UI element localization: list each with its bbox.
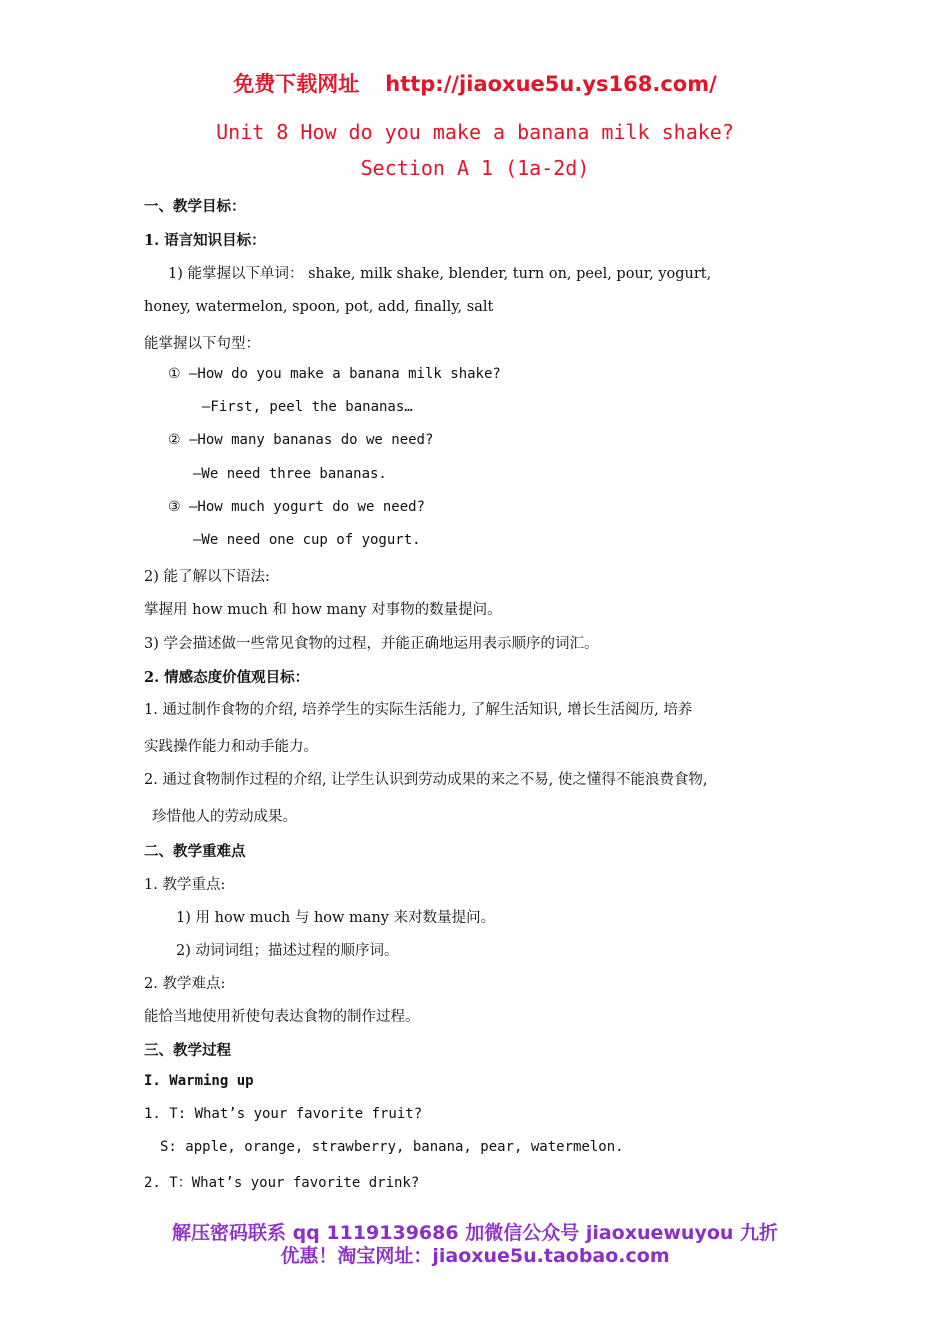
difficult-points-label: 2. 教学难点: xyxy=(144,976,226,992)
heading-emotional-objectives: 2. 情感态度价值观目标： xyxy=(144,669,310,686)
download-url-link[interactable]: http://jiaoxue5u.ys168.com/ xyxy=(385,72,717,96)
emotional-goal-1-line-2: 实践操作能力和动手能力。 xyxy=(144,739,318,755)
footer-taobao-line: 优惠！淘宝网址：jiaoxue5u.taobao.com xyxy=(280,1245,670,1267)
pattern-1-answer: —First, peel the bananas… xyxy=(202,399,413,415)
free-download-label: 免费下载网址 xyxy=(233,72,360,96)
download-banner xyxy=(0,68,950,98)
pattern-2-question: ② —How many bananas do we need? xyxy=(168,432,434,448)
vocab-line-1: 1) 能掌握以下单词： shake, milk shake, blender, turn on, peel, pour, yogurt, xyxy=(168,266,712,282)
warming-up-heading: I. Warming up xyxy=(144,1073,254,1089)
pattern-2-answer: —We need three bananas. xyxy=(193,466,387,482)
vocab-line-2: honey, watermelon, spoon, pot, add, finally, salt xyxy=(144,299,494,315)
footer-contact-line: 解压密码联系 qq 1119139686 加微信公众号 jiaoxuewuyou 九折 xyxy=(171,1222,779,1244)
heading-language-objectives: 1. 语言知识目标： xyxy=(144,232,266,249)
key-point-2: 2) 动词词组；描述过程的顺序词。 xyxy=(176,943,399,959)
pattern-3-answer: —We need one cup of yogurt. xyxy=(193,532,421,548)
teacher-question-2: 2. T：What’s your favorite drink? xyxy=(144,1175,420,1191)
emotional-goal-2-line-1: 2. 通过食物制作过程的介绍, 让学生认识到劳动成果的来之不易, 使之懂得不能浪费食物, xyxy=(144,772,708,788)
heading-objectives: 一、教学目标： xyxy=(144,198,246,215)
key-points-label: 1. 教学重点: xyxy=(144,877,226,893)
emotional-goal-2-line-2: 珍惜他人的劳动成果。 xyxy=(152,809,297,825)
difficult-point: 能恰当地使用祈使句表达食物的制作过程。 xyxy=(144,1009,420,1025)
pattern-3-question: ③ —How much yogurt do we need? xyxy=(168,499,425,515)
grammar-detail: 掌握用 how much 和 how many 对事物的数量提问。 xyxy=(144,602,502,618)
process-description-goal: 3) 学会描述做一些常见食物的过程，并能正确地运用表示顺序的词汇。 xyxy=(144,636,599,652)
emotional-goal-1-line-1: 1. 通过制作食物的介绍, 培养学生的实际生活能力, 了解生活知识, 增长生活阅历, 培养 xyxy=(144,702,693,718)
sentence-patterns-label: 能掌握以下句型： xyxy=(144,336,260,352)
key-point-1: 1) 用 how much 与 how many 来对数量提问。 xyxy=(176,910,496,926)
unit-title: Unit 8 How do you make a banana milk shake? xyxy=(216,120,734,144)
pattern-1-question: ① —How do you make a banana milk shake? xyxy=(168,366,501,382)
grammar-label: 2) 能了解以下语法: xyxy=(144,569,270,585)
teacher-question-1: 1. T: What’s your favorite fruit? xyxy=(144,1106,423,1122)
section-title: Section A 1 (1a-2d) xyxy=(360,156,590,180)
heading-key-points: 二、教学重难点 xyxy=(144,843,246,860)
heading-teaching-process: 三、教学过程 xyxy=(144,1042,231,1059)
student-answer-1: S: apple, orange, strawberry, banana, pear, watermelon. xyxy=(160,1139,624,1155)
